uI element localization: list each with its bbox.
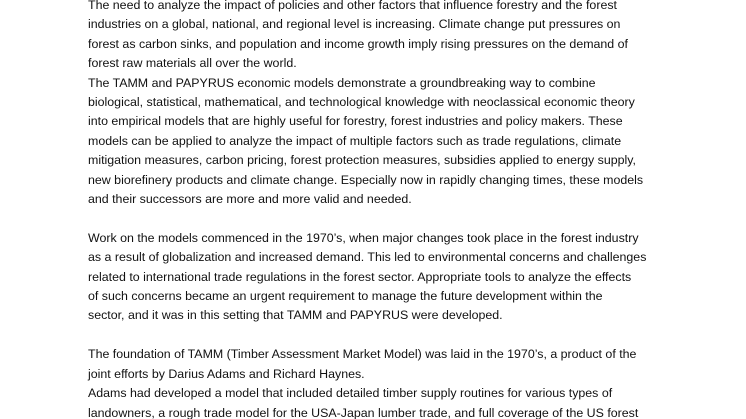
paragraph-gap xyxy=(88,326,668,345)
text-line: forest raw materials all over the world. xyxy=(88,56,297,71)
text-line: Adams had developed a model that included detailed timber supply routines for various types of xyxy=(88,386,613,401)
text-line: related to international trade regulations in the forest sector. Appropriate tools to analyze the effects xyxy=(88,269,632,284)
text-line: biological, statistical, mathematical, and technological knowledge with neoclassical economic theory xyxy=(88,95,635,110)
text-line: forest as carbon sinks, and population and income growth imply rising pressures on the demand of xyxy=(88,36,628,51)
document-body xyxy=(88,0,668,419)
text-line: The TAMM and PAPYRUS economic models demonstrate a groundbreaking way to combine xyxy=(88,75,596,90)
text-line: landowners, a rough trade model for the USA-Japan lumber trade, and full coverage of the US forest xyxy=(88,405,639,419)
text-line: sector, and it was in this setting that TAMM and PAPYRUS were developed. xyxy=(88,308,503,323)
paragraph-gap xyxy=(88,209,668,228)
text-line: The foundation of TAMM (Timber Assessment Market Model) was laid in the 1970’s, a product of the xyxy=(88,347,637,362)
paragraph-policy-need xyxy=(88,0,668,74)
text-line: new biorefinery products and climate change. Especially now in rapidly changing times, these models xyxy=(88,172,644,187)
text-line: of such concerns became an urgent requirement to manage the future development within the xyxy=(88,289,603,304)
paragraph-models-intro xyxy=(88,74,668,210)
paragraph-adams-model xyxy=(88,384,668,419)
text-line: joint efforts by Darius Adams and Richard Haynes. xyxy=(88,366,365,381)
text-line: into empirical models that are highly useful for forestry, forest industries and policy makers. These xyxy=(88,114,623,129)
paragraph-history xyxy=(88,229,668,326)
text-line: as a result of globalization and increased demand. This led to environmental concerns and challenges xyxy=(88,250,647,265)
text-line: Work on the models commenced in the 1970’s, when major changes took place in the forest industry xyxy=(88,230,639,245)
text-line: The need to analyze the impact of policies and other factors that influence forestry and the forest xyxy=(88,0,617,12)
text-line: and their successors are more and more valid and needed. xyxy=(88,192,412,207)
text-line: models can be applied to analyze the impact of multiple factors such as trade regulations, climate xyxy=(88,133,622,148)
paragraph-tamm-foundation xyxy=(88,345,668,384)
text-line: industries on a global, national, and regional level is increasing. Climate change put pressures on xyxy=(88,17,621,32)
text-line: mitigation measures, carbon pricing, forest protection measures, subsidies applied to energy supply, xyxy=(88,153,636,168)
